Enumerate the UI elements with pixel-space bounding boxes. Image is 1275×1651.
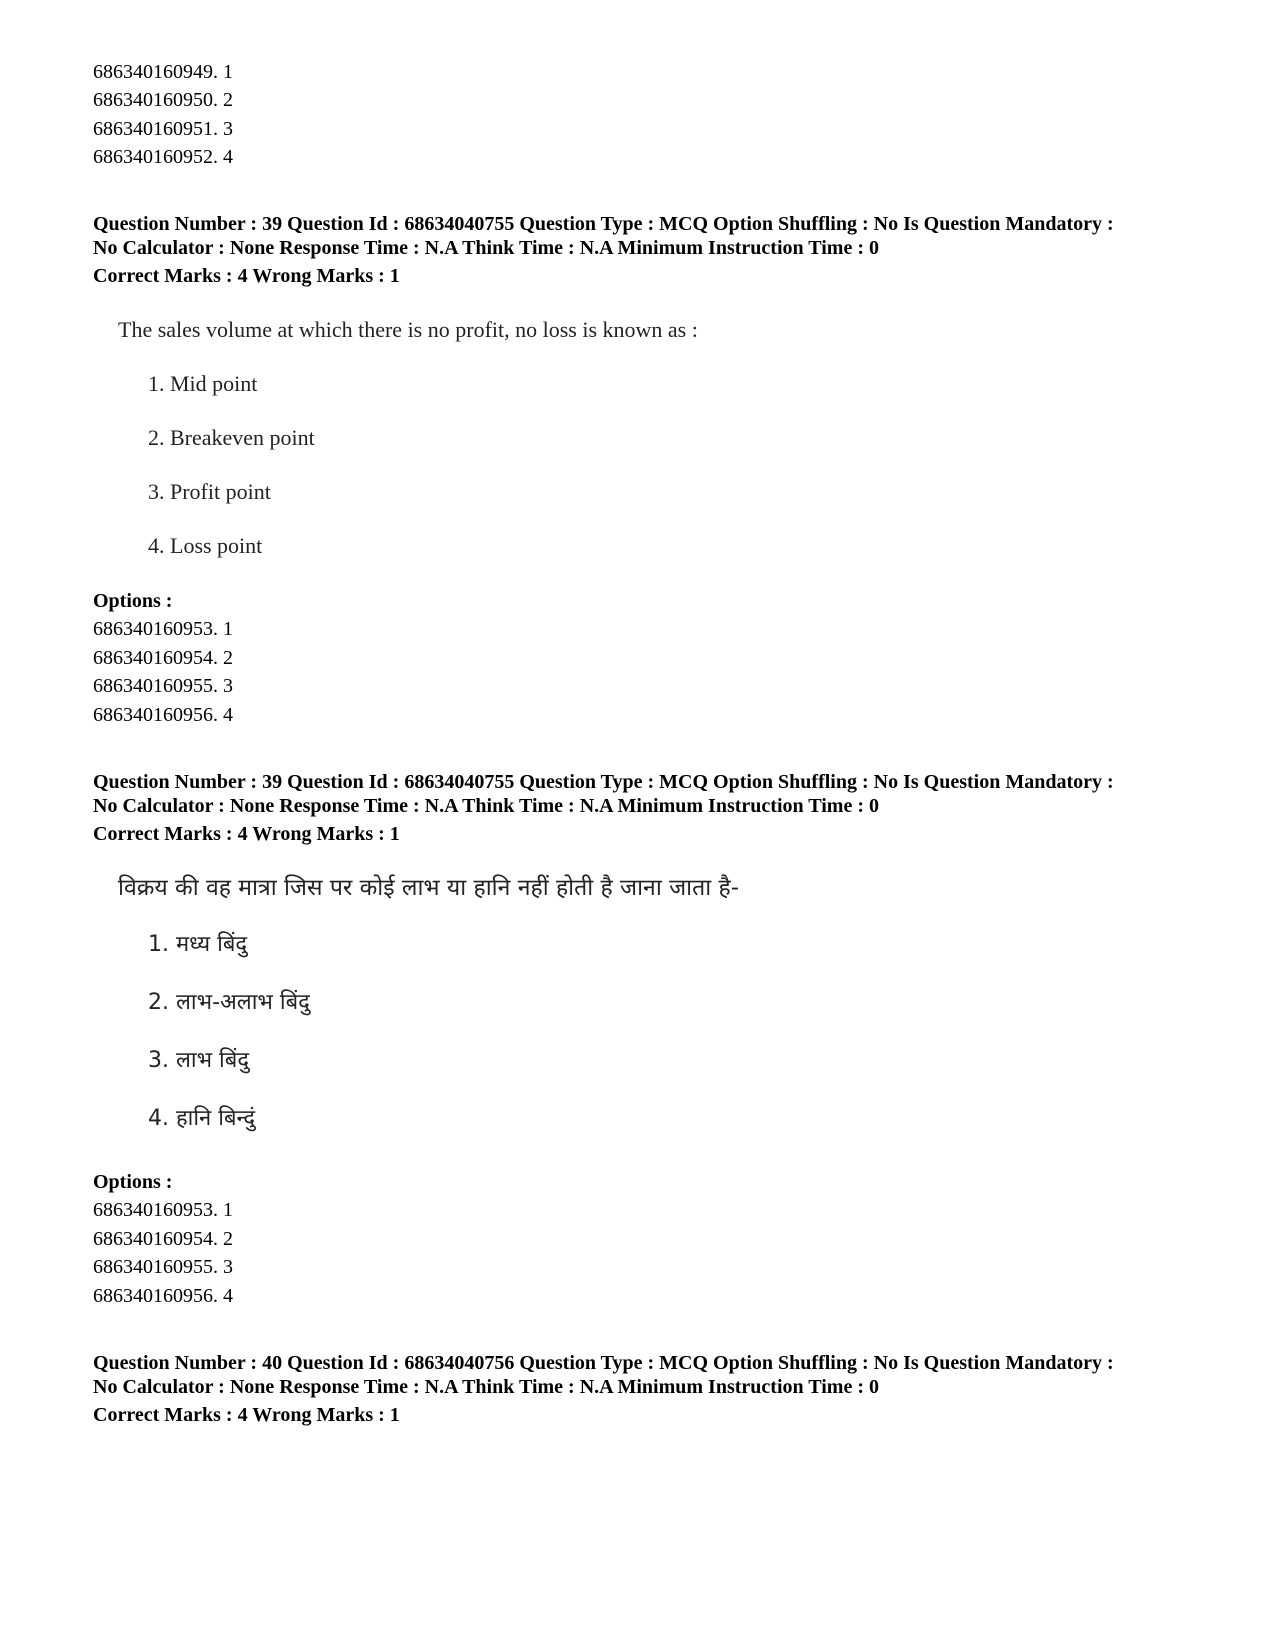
prev-option-3: 686340160951. 3 bbox=[93, 118, 233, 140]
q39-header-line1: Question Number : 39 Question Id : 68634040755 Question Type : MCQ Option Shuffling : No Is Question Mandatory : bbox=[93, 213, 1114, 235]
q39-hi-option-4: 686340160956. 4 bbox=[93, 1285, 233, 1307]
q40-header-line2: No Calculator : None Response Time : N.A Think Time : N.A Minimum Instruction Time : 0 bbox=[93, 1376, 879, 1398]
q39-marks: Correct Marks : 4 Wrong Marks : 1 bbox=[93, 265, 400, 287]
q39-hi-choice-2: 2. लाभ-अलाभ बिंदु bbox=[148, 990, 310, 1015]
q39-hi-header-line1: Question Number : 39 Question Id : 68634040755 Question Type : MCQ Option Shuffling : No Is Question Mandatory : bbox=[93, 771, 1114, 793]
q39-choice-3: 3. Profit point bbox=[148, 479, 271, 504]
prev-option-1: 686340160949. 1 bbox=[93, 61, 233, 83]
q39-choice-2: 2. Breakeven point bbox=[148, 425, 315, 450]
q39-header-line2: No Calculator : None Response Time : N.A Think Time : N.A Minimum Instruction Time : 0 bbox=[93, 237, 879, 259]
q39-choice-1: 1. Mid point bbox=[148, 371, 258, 396]
prev-option-4: 686340160952. 4 bbox=[93, 146, 233, 168]
prev-option-2: 686340160950. 2 bbox=[93, 89, 233, 111]
q39-hi-choice-1: 1. मध्य बिंदु bbox=[148, 932, 248, 957]
q39-option-2: 686340160954. 2 bbox=[93, 647, 233, 669]
q39-options-label: Options : bbox=[93, 590, 173, 612]
q39-option-3: 686340160955. 3 bbox=[93, 675, 233, 697]
q39-hi-options-label: Options : bbox=[93, 1171, 173, 1193]
q39-choice-4: 4. Loss point bbox=[148, 533, 263, 558]
q39-hi-choice-4: 4. हानि बिन्दुं bbox=[148, 1106, 256, 1131]
q39-hi-header-line2: No Calculator : None Response Time : N.A Think Time : N.A Minimum Instruction Time : 0 bbox=[93, 795, 879, 817]
q40-header-line1: Question Number : 40 Question Id : 68634040756 Question Type : MCQ Option Shuffling : No Is Question Mandatory : bbox=[93, 1352, 1114, 1374]
q39-option-1: 686340160953. 1 bbox=[93, 618, 233, 640]
q39-option-4: 686340160956. 4 bbox=[93, 704, 233, 726]
q39-hi-question-text: विक्रय की वह मात्रा जिस पर कोई लाभ या हानि नहीं होती है जाना जाता है- bbox=[118, 875, 739, 901]
q39-hi-option-3: 686340160955. 3 bbox=[93, 1256, 233, 1278]
q39-hi-choice-3: 3. लाभ बिंदु bbox=[148, 1048, 249, 1073]
q39-question-text: The sales volume at which there is no profit, no loss is known as : bbox=[118, 317, 698, 342]
q40-marks: Correct Marks : 4 Wrong Marks : 1 bbox=[93, 1404, 400, 1426]
q39-hi-option-2: 686340160954. 2 bbox=[93, 1228, 233, 1250]
q39-hi-option-1: 686340160953. 1 bbox=[93, 1199, 233, 1221]
q39-hi-marks: Correct Marks : 4 Wrong Marks : 1 bbox=[93, 823, 400, 845]
